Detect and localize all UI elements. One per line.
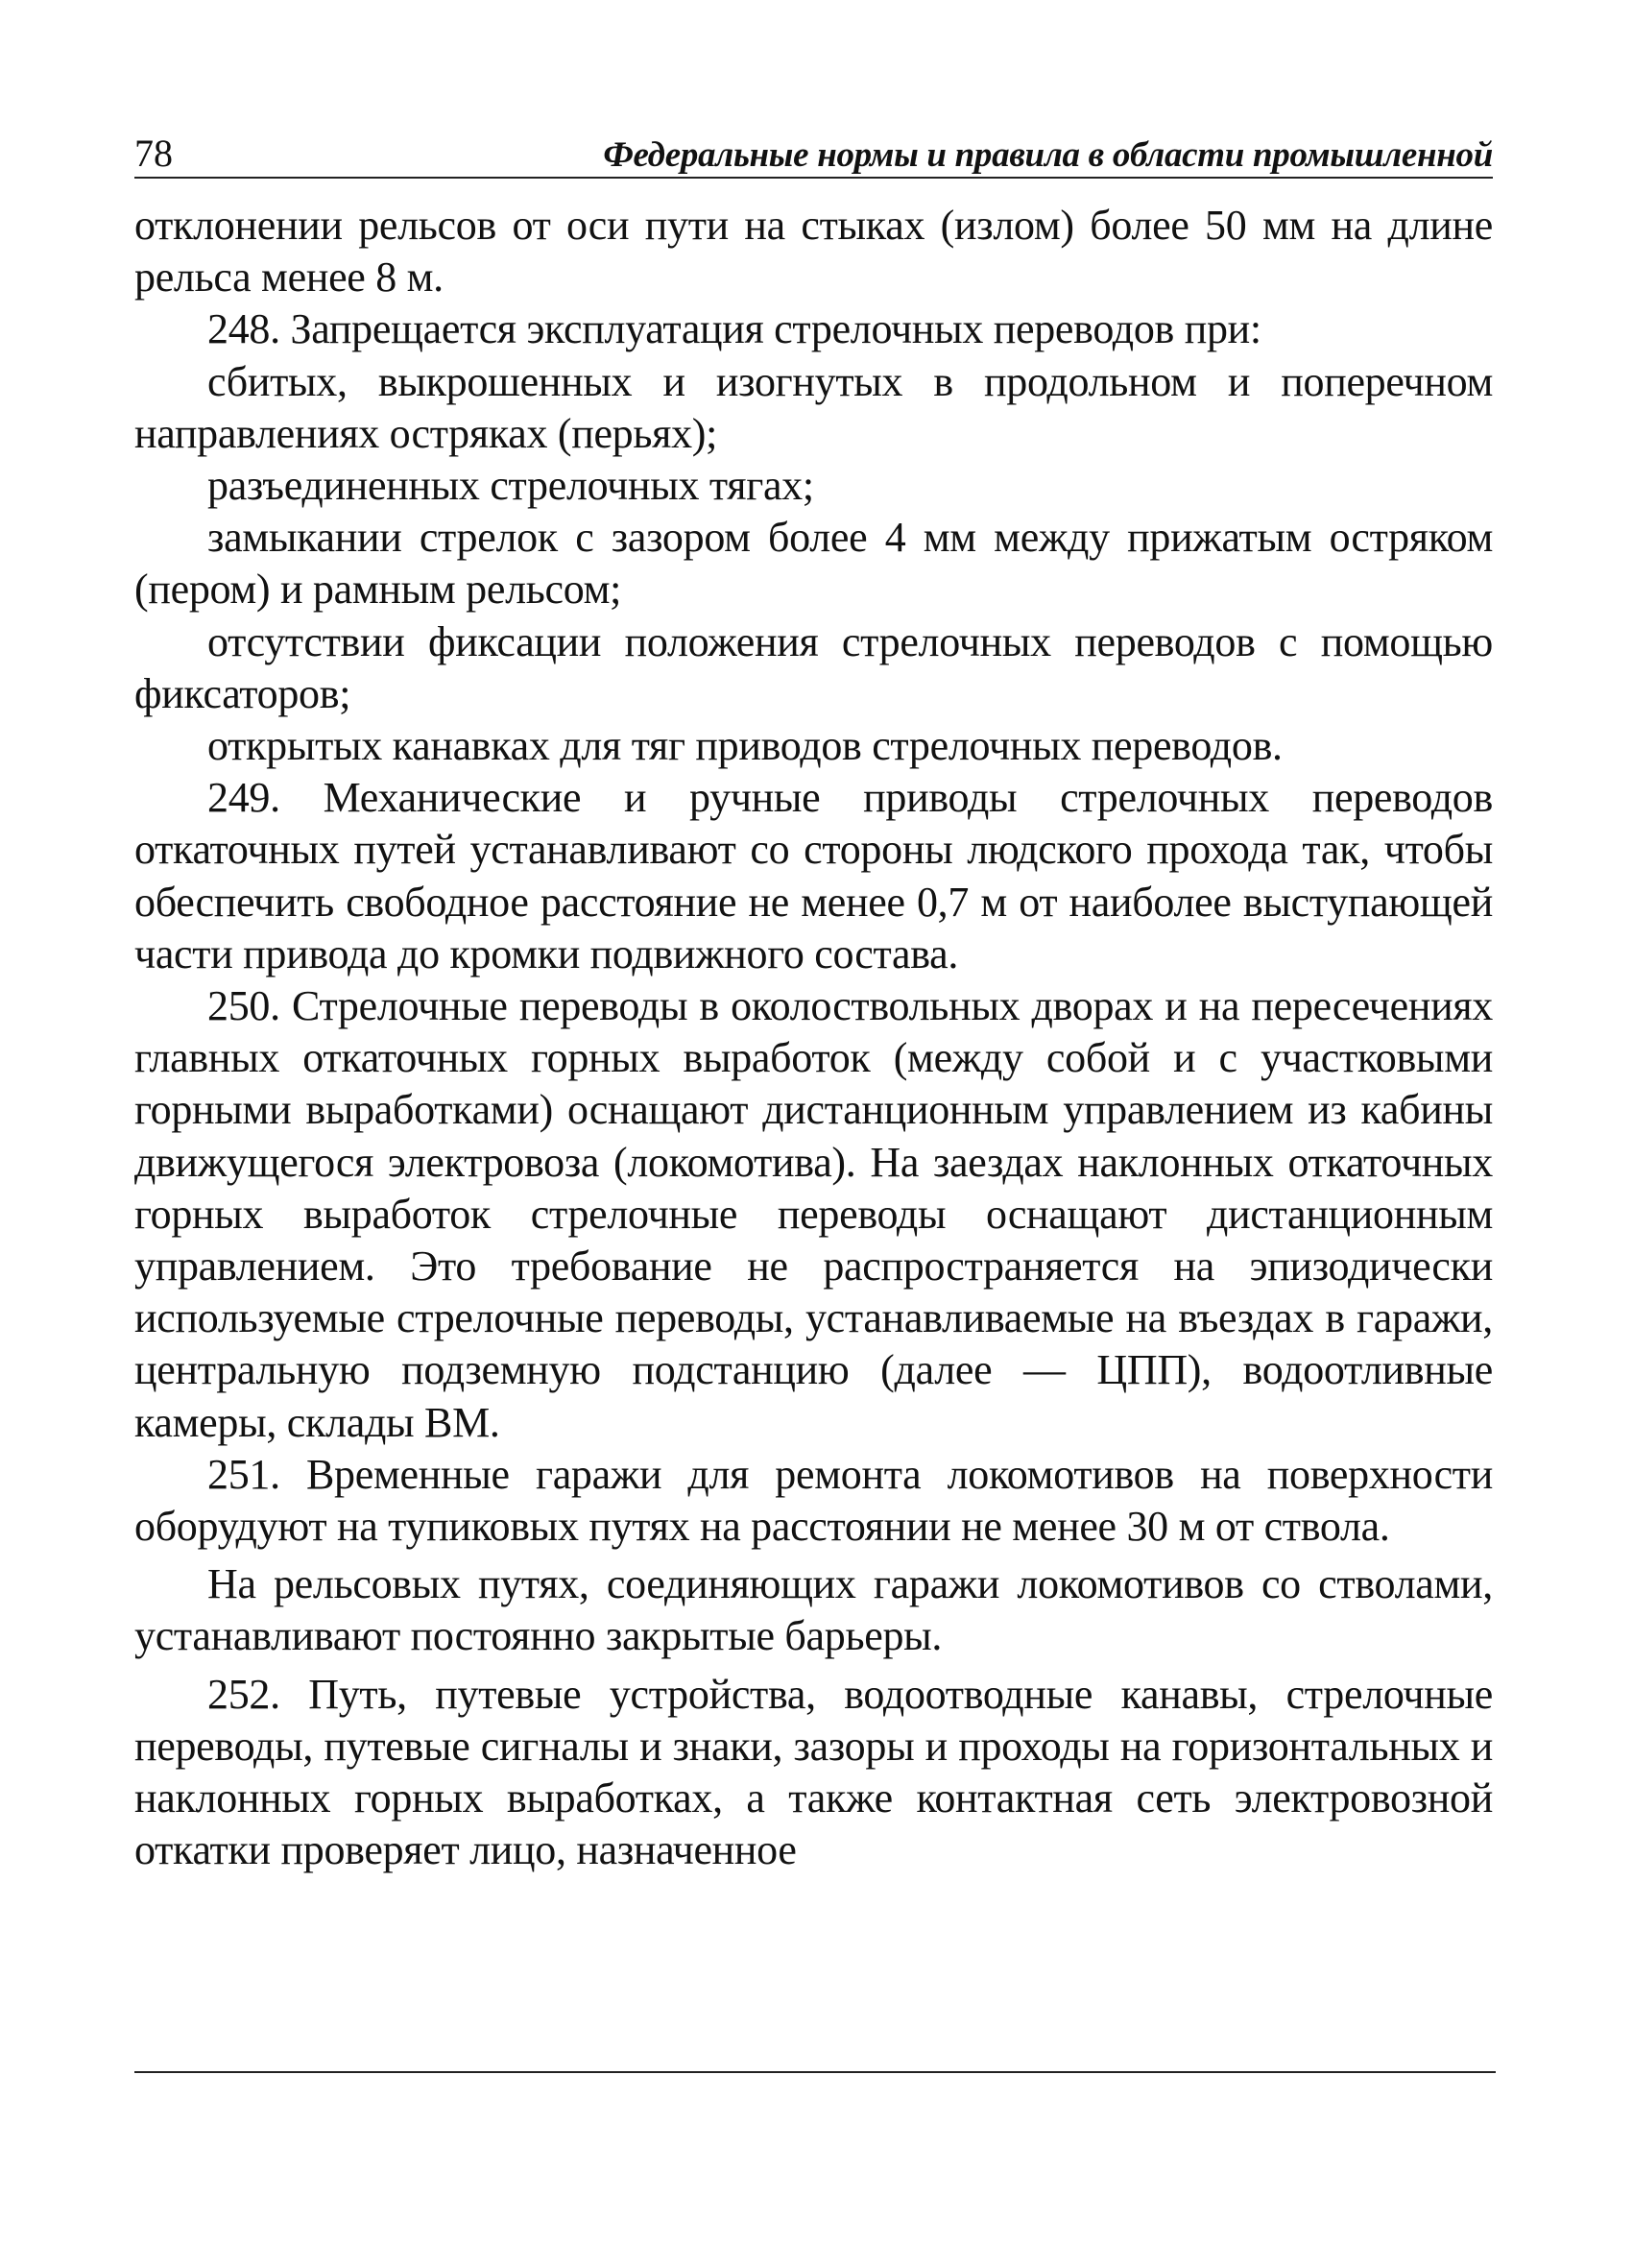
list-item-gap-closure: замыкании стрелок с зазором более 4 мм между прижатым остряком (пером) и рамным рельсом; xyxy=(134,514,1493,614)
page-number: 78 xyxy=(134,132,173,175)
paragraph-continuation: отклонении рельсов от оси пути на стыках (излом) более 50 мм на длине рельса менее 8 м. xyxy=(134,202,1493,302)
document-body xyxy=(134,200,1493,1877)
paragraph-249: 249. Механические и ручные приводы стрелочных переводов откаточных путей устанавливают со стороны людского прохода так, чтобы обеспечить свободное расстояние не менее 0,7 м от наиболее выступающей части привода до кромки подвижного состава. xyxy=(134,774,1493,977)
footer-divider xyxy=(134,2071,1496,2073)
page-header xyxy=(134,125,1493,179)
list-item-open-grooves: открытых канавках для тяг приводов стрелочных переводов. xyxy=(207,722,1283,770)
list-item-disconnected-rods: разъединенных стрелочных тягах; xyxy=(207,462,814,510)
running-head: Федеральные нормы и правила в области промышленной xyxy=(603,135,1493,175)
paragraph-248: 248. Запрещается эксплуатация стрелочных переводов при: xyxy=(207,305,1261,353)
paragraph-251: 251. Временные гаражи для ремонта локомотивов на поверхности оборудуют на тупиковых путях на расстоянии не менее 30 м от ствола. xyxy=(134,1450,1493,1551)
paragraph-barriers: На рельсовых путях, соединяющих гаражи локомотивов со стволами, устанавливают постоянно закрытые барьеры. xyxy=(134,1560,1493,1660)
paragraph-250: 250. Стрелочные переводы в околоствольных дворах и на пересечениях главных откаточных горных выработок (между собой и с участковыми горными выработками) оснащают дистанционным управлением из кабины движущегося электровоза (локомотива). На заездах наклонных откаточных горных выработок стрелочные переводы оснащают дистанционным управлением. Это требование не распространяется на эпизодически используемые стрелочные переводы, устанавливаемые на въездах в гаражи, центральную подземную подстанцию (далее — ЦПП), водоотливные камеры, склады ВМ. xyxy=(134,982,1493,1446)
list-item-broken-switch-points: сбитых, выкрошенных и изогнутых в продольном и поперечном направлениях остряках (перьях); xyxy=(134,357,1493,457)
paragraph-252: 252. Путь, путевые устройства, водоотводные канавы, стрелочные переводы, путевые сигналы и знаки, зазоры и проходы на горизонтальных и наклонных горных выработках, а также контактная сеть электровозной откатки проверяет лицо, назначенное xyxy=(134,1670,1493,1874)
document-page xyxy=(134,125,1493,1877)
list-item-no-fixation: отсутствии фиксации положения стрелочных переводов с помощью фиксаторов; xyxy=(134,617,1493,717)
